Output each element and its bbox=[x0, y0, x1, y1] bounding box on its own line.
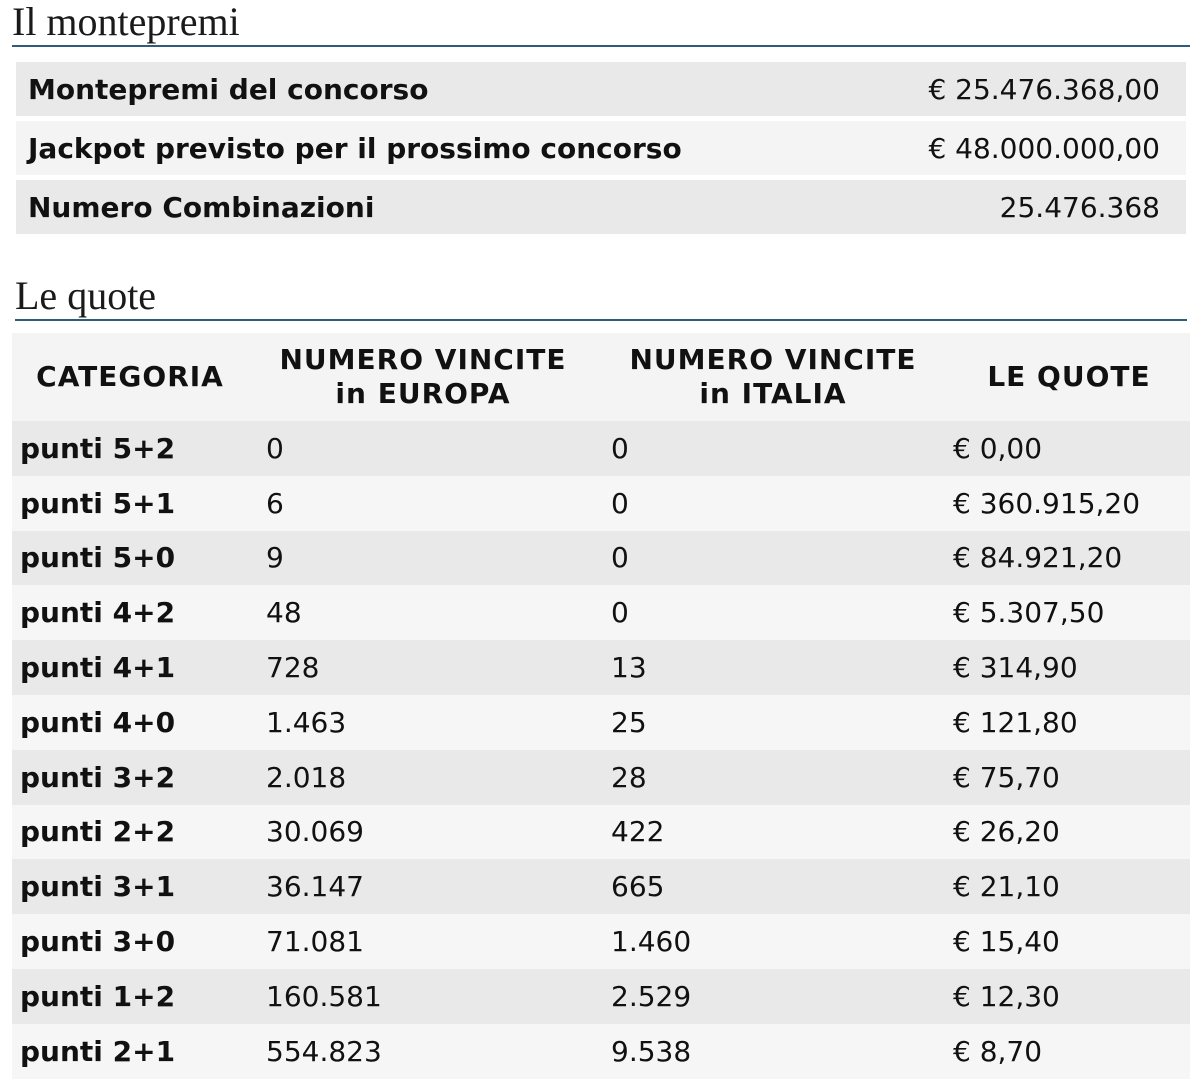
cell-vincite-europa: 36.147 bbox=[248, 859, 598, 914]
cell-categoria: punti 5+0 bbox=[12, 531, 248, 586]
summary-value: € 25.476.368,00 bbox=[928, 72, 1160, 106]
summary-row-montepremi bbox=[16, 62, 1186, 116]
cell-vincite-italia: 0 bbox=[598, 531, 948, 586]
cell-vincite-italia: 13 bbox=[598, 640, 948, 695]
cell-vincite-europa: 48 bbox=[248, 585, 598, 640]
table-row bbox=[12, 695, 1190, 750]
cell-vincite-italia: 1.460 bbox=[598, 914, 948, 969]
table-row bbox=[12, 640, 1190, 695]
cell-categoria: punti 5+1 bbox=[12, 476, 248, 531]
quote-header-row bbox=[12, 333, 1190, 421]
quote-title: Le quote bbox=[15, 273, 157, 318]
cell-quota: € 360.915,20 bbox=[948, 476, 1190, 531]
summary-label: Jackpot previsto per il prossimo concorso bbox=[28, 131, 682, 165]
quote-table bbox=[12, 333, 1190, 1079]
cell-vincite-europa: 554.823 bbox=[248, 1024, 598, 1079]
cell-vincite-europa: 6 bbox=[248, 476, 598, 531]
quote-divider bbox=[15, 319, 1187, 321]
cell-vincite-europa: 30.069 bbox=[248, 805, 598, 860]
table-row bbox=[12, 421, 1190, 476]
cell-quota: € 0,00 bbox=[948, 421, 1190, 476]
summary-row-combinazioni bbox=[16, 180, 1186, 234]
header-vincite-europa: NUMERO VINCITE in EUROPA bbox=[248, 333, 598, 421]
cell-vincite-europa: 728 bbox=[248, 640, 598, 695]
cell-vincite-italia: 9.538 bbox=[598, 1024, 948, 1079]
header-vincite-italia: NUMERO VINCITE in ITALIA bbox=[598, 333, 948, 421]
table-row bbox=[12, 476, 1190, 531]
cell-categoria: punti 4+1 bbox=[12, 640, 248, 695]
cell-categoria: punti 2+1 bbox=[12, 1024, 248, 1079]
cell-quota: € 12,30 bbox=[948, 969, 1190, 1024]
montepremi-title: Il montepremi bbox=[12, 0, 240, 44]
table-row bbox=[12, 969, 1190, 1024]
cell-vincite-italia: 0 bbox=[598, 585, 948, 640]
montepremi-divider bbox=[12, 45, 1190, 47]
table-row bbox=[12, 859, 1190, 914]
cell-quota: € 21,10 bbox=[948, 859, 1190, 914]
cell-quota: € 15,40 bbox=[948, 914, 1190, 969]
cell-vincite-europa: 1.463 bbox=[248, 695, 598, 750]
cell-vincite-europa: 0 bbox=[248, 421, 598, 476]
cell-quota: € 75,70 bbox=[948, 750, 1190, 805]
summary-label: Montepremi del concorso bbox=[28, 72, 429, 106]
cell-vincite-italia: 2.529 bbox=[598, 969, 948, 1024]
cell-vincite-italia: 28 bbox=[598, 750, 948, 805]
cell-quota: € 121,80 bbox=[948, 695, 1190, 750]
cell-quota: € 5.307,50 bbox=[948, 585, 1190, 640]
cell-categoria: punti 5+2 bbox=[12, 421, 248, 476]
cell-categoria: punti 4+2 bbox=[12, 585, 248, 640]
cell-categoria: punti 1+2 bbox=[12, 969, 248, 1024]
cell-categoria: punti 2+2 bbox=[12, 805, 248, 860]
cell-vincite-europa: 160.581 bbox=[248, 969, 598, 1024]
cell-vincite-italia: 0 bbox=[598, 421, 948, 476]
cell-vincite-italia: 0 bbox=[598, 476, 948, 531]
table-row bbox=[12, 585, 1190, 640]
cell-vincite-italia: 422 bbox=[598, 805, 948, 860]
cell-categoria: punti 3+1 bbox=[12, 859, 248, 914]
summary-label: Numero Combinazioni bbox=[28, 190, 375, 224]
header-categoria: CATEGORIA bbox=[12, 333, 248, 421]
table-row bbox=[12, 914, 1190, 969]
cell-categoria: punti 3+0 bbox=[12, 914, 248, 969]
table-row bbox=[12, 531, 1190, 586]
table-row bbox=[12, 750, 1190, 805]
table-row bbox=[12, 1024, 1190, 1079]
montepremi-table bbox=[16, 62, 1186, 239]
summary-value: € 48.000.000,00 bbox=[928, 131, 1160, 165]
cell-vincite-europa: 9 bbox=[248, 531, 598, 586]
header-quote: LE QUOTE bbox=[948, 333, 1190, 421]
cell-vincite-italia: 25 bbox=[598, 695, 948, 750]
cell-categoria: punti 3+2 bbox=[12, 750, 248, 805]
cell-vincite-europa: 2.018 bbox=[248, 750, 598, 805]
summary-row-jackpot bbox=[16, 121, 1186, 175]
cell-quota: € 26,20 bbox=[948, 805, 1190, 860]
summary-value: 25.476.368 bbox=[999, 190, 1160, 224]
cell-categoria: punti 4+0 bbox=[12, 695, 248, 750]
cell-vincite-italia: 665 bbox=[598, 859, 948, 914]
cell-quota: € 84.921,20 bbox=[948, 531, 1190, 586]
cell-vincite-europa: 71.081 bbox=[248, 914, 598, 969]
table-row bbox=[12, 805, 1190, 860]
cell-quota: € 314,90 bbox=[948, 640, 1190, 695]
cell-quota: € 8,70 bbox=[948, 1024, 1190, 1079]
